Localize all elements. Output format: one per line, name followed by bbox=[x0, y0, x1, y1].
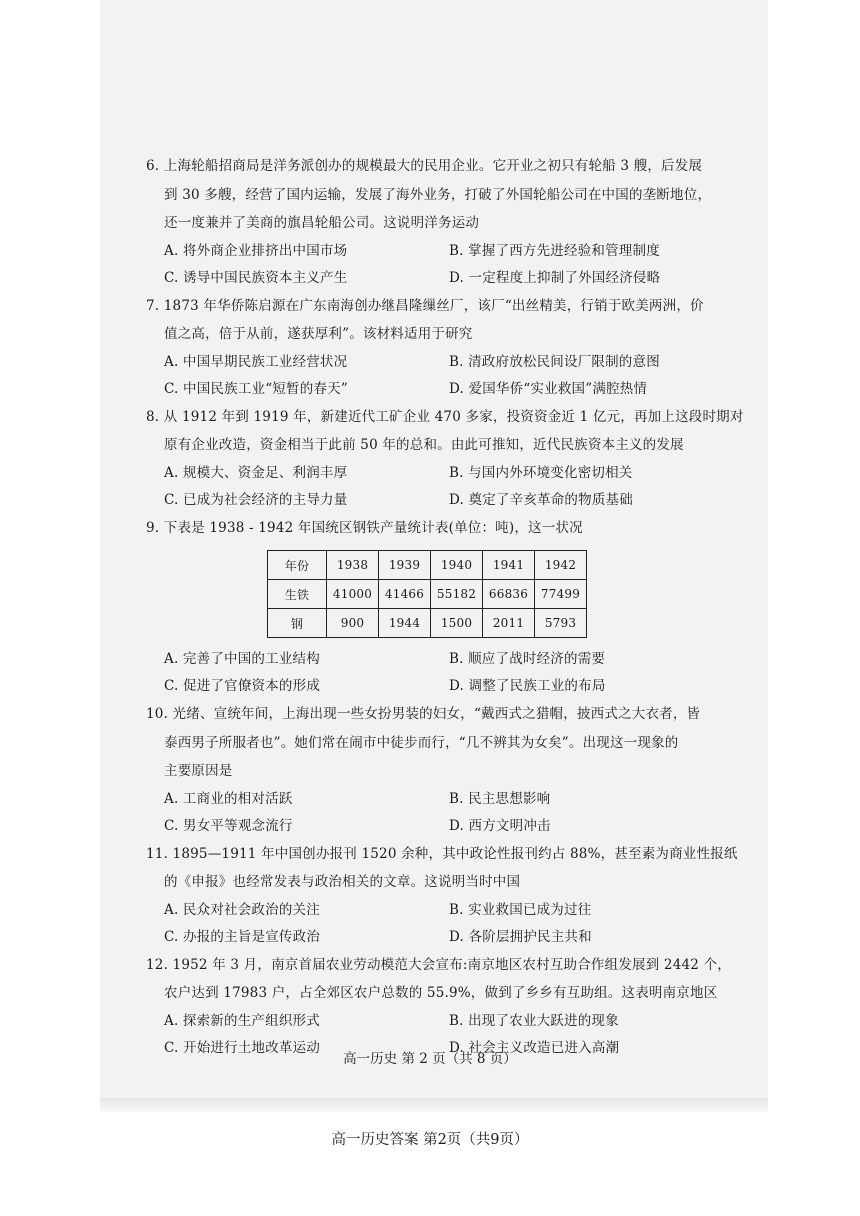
table-cell: 5793 bbox=[535, 609, 587, 638]
table-cell: 1500 bbox=[431, 609, 483, 638]
options-row bbox=[146, 924, 720, 951]
table-row-label: 生铁 bbox=[268, 580, 327, 609]
steel-output-table bbox=[267, 550, 587, 638]
table-header-cell: 年份 bbox=[268, 551, 327, 580]
question-stem-continued: 还一度兼并了美商的旗昌轮船公司。这说明洋务运动 bbox=[164, 215, 480, 231]
question-stem: 10. 光绪、宣统年间，上海出现一些女扮男装的妇女，“戴西式之猎帽，披西式之大衣者，皆 bbox=[146, 706, 701, 722]
options-row bbox=[146, 349, 720, 376]
options-row bbox=[146, 673, 720, 700]
answer-option: B. 掌握了西方先进经验和管理制度 bbox=[449, 242, 660, 259]
table-header-cell: 1938 bbox=[327, 551, 379, 580]
answer-option: D. 调整了民族工业的布局 bbox=[449, 678, 606, 694]
answer-option: B. 与国内外环境变化密切相关 bbox=[449, 464, 633, 481]
question-list bbox=[146, 152, 744, 1062]
question-stem-continued: 农户达到 17983 户，占全郊区农户总数的 55.9%，做到了乡乡有互助组。这表明南京地区 bbox=[164, 985, 718, 1001]
table-header-cell: 1942 bbox=[535, 551, 587, 580]
options-row bbox=[146, 265, 720, 292]
answer-option: B. 实业救国已成为过往 bbox=[449, 901, 592, 918]
question-stem: 8. 从 1912 年到 1919 年，新建近代工矿企业 470 多家，投资资金近 1 亿元，再加上这段时期对 bbox=[146, 408, 744, 425]
table-cell: 41000 bbox=[327, 580, 379, 609]
answer-option: A. 完善了中国的工业结构 bbox=[164, 651, 320, 667]
table-cell: 900 bbox=[327, 609, 379, 638]
table-cell: 2011 bbox=[483, 609, 535, 638]
question-stem-continued: 的《申报》也经常发表与政治相关的文章。这说明当时中国 bbox=[164, 874, 521, 890]
question bbox=[146, 700, 720, 840]
options-row bbox=[146, 376, 720, 403]
answer-option: A. 民众对社会政治的关注 bbox=[164, 901, 320, 918]
question-stem-continued: 主要原因是 bbox=[164, 763, 233, 779]
answer-option: A. 规模大、资金足、利润丰厚 bbox=[164, 464, 348, 481]
answer-option: C. 中国民族工业“短暂的春天” bbox=[164, 380, 348, 397]
question bbox=[146, 514, 720, 701]
table-cell: 77499 bbox=[535, 580, 587, 609]
question-stem: 11. 1895—1911 年中国创办报刊 1520 余种，其中政论性报刊约占 88%，甚至素为商业性报纸 bbox=[146, 845, 738, 862]
table-header-cell: 1941 bbox=[483, 551, 535, 580]
options-row bbox=[146, 813, 720, 840]
options-row bbox=[146, 646, 720, 673]
table-header-cell: 1940 bbox=[431, 551, 483, 580]
answer-option: D. 西方文明冲击 bbox=[449, 817, 551, 834]
question bbox=[146, 403, 744, 514]
answer-option: D. 各阶层拥护民主共和 bbox=[449, 928, 592, 945]
answer-option: C. 诱导中国民族资本主义产生 bbox=[164, 269, 348, 286]
question bbox=[146, 840, 738, 951]
answer-option: A. 工商业的相对活跃 bbox=[164, 790, 293, 807]
table-row-label: 钢 bbox=[268, 609, 327, 638]
answer-option: A. 探索新的生产组织形式 bbox=[164, 1012, 320, 1029]
table-row bbox=[268, 609, 587, 638]
answer-option: B. 清政府放松民间设厂限制的意图 bbox=[449, 353, 660, 370]
table-cell: 55182 bbox=[431, 580, 483, 609]
answer-option: C. 开始进行土地改革运动 bbox=[164, 1039, 321, 1056]
answer-option: D. 一定程度上抑制了外国经济侵略 bbox=[449, 269, 661, 286]
table-cell: 41466 bbox=[379, 580, 431, 609]
question-stem-continued: 泰西男子所服者也”。她们常在闹市中徒步而行，“几不辨其为女矣”。出现这一现象的 bbox=[164, 734, 679, 751]
table-cell: 66836 bbox=[483, 580, 535, 609]
options-row bbox=[146, 786, 720, 813]
question bbox=[146, 951, 731, 1062]
options-row bbox=[146, 1008, 720, 1035]
answer-option: D. 社会主义改造已进入高潮 bbox=[449, 1039, 620, 1056]
table-header-cell: 1939 bbox=[379, 551, 431, 580]
table-row bbox=[268, 580, 587, 609]
answer-option: D. 爱国华侨“实业救国”满腔热情 bbox=[449, 380, 648, 397]
options-row bbox=[146, 897, 720, 924]
question-stem: 6. 上海轮船招商局是洋务派创办的规模最大的民用企业。它开业之初只有轮船 3 艘，后发展 bbox=[146, 158, 703, 174]
question bbox=[146, 152, 720, 292]
question-stem: 7. 1873 年华侨陈启源在广东南海创办继昌隆缫丝厂，该厂“出丝精美，行销于欧美两洲，价 bbox=[146, 297, 704, 314]
table-header-row bbox=[268, 551, 587, 580]
question bbox=[146, 292, 720, 403]
question-stem-continued: 原有企业改造，资金相当于此前 50 年的总和。由此可推知，近代民族资本主义的发展 bbox=[164, 437, 684, 453]
answer-option: B. 民主思想影响 bbox=[449, 790, 551, 807]
answer-option: C. 促进了官僚资本的形成 bbox=[164, 678, 321, 694]
answer-option: C. 已成为社会经济的主导力量 bbox=[164, 491, 348, 508]
answer-option: B. 出现了农业大跃进的现象 bbox=[449, 1012, 619, 1029]
answer-option: A. 将外商企业排挤出中国市场 bbox=[164, 242, 348, 259]
exam-page-footer: 高一历史 第 2 页（共 8 页） bbox=[343, 1051, 517, 1067]
question-stem: 12. 1952 年 3 月，南京首届农业劳动模范大会宣布:南京地区农村互助合作组发展到 2442 个， bbox=[146, 956, 731, 973]
answer-option: C. 办报的主旨是宣传政治 bbox=[164, 928, 321, 945]
answer-option: D. 奠定了辛亥革命的物质基础 bbox=[449, 491, 633, 508]
question-stem: 9. 下表是 1938 - 1942 年国统区钢铁产量统计表(单位：吨)，这一状况 bbox=[146, 519, 583, 536]
options-row bbox=[146, 460, 720, 487]
scan-edge bbox=[100, 1098, 768, 1112]
options-row bbox=[146, 487, 720, 514]
question-stem-continued: 到 30 多艘，经营了国内运输，发展了海外业务，打破了外国轮船公司在中国的垄断地位， bbox=[164, 186, 712, 203]
answer-option: C. 男女平等观念流行 bbox=[164, 817, 293, 834]
answer-option: A. 中国早期民族工业经营状况 bbox=[164, 353, 348, 370]
answer-page-footer: 高一历史答案 第2页（共9页） bbox=[331, 1132, 529, 1148]
question-stem-continued: 值之高，倍于从前，遂获厚利”。该材料适用于研究 bbox=[164, 326, 473, 342]
options-row bbox=[146, 238, 720, 265]
answer-option: B. 顺应了战时经济的需要 bbox=[449, 651, 606, 667]
table-cell: 1944 bbox=[379, 609, 431, 638]
